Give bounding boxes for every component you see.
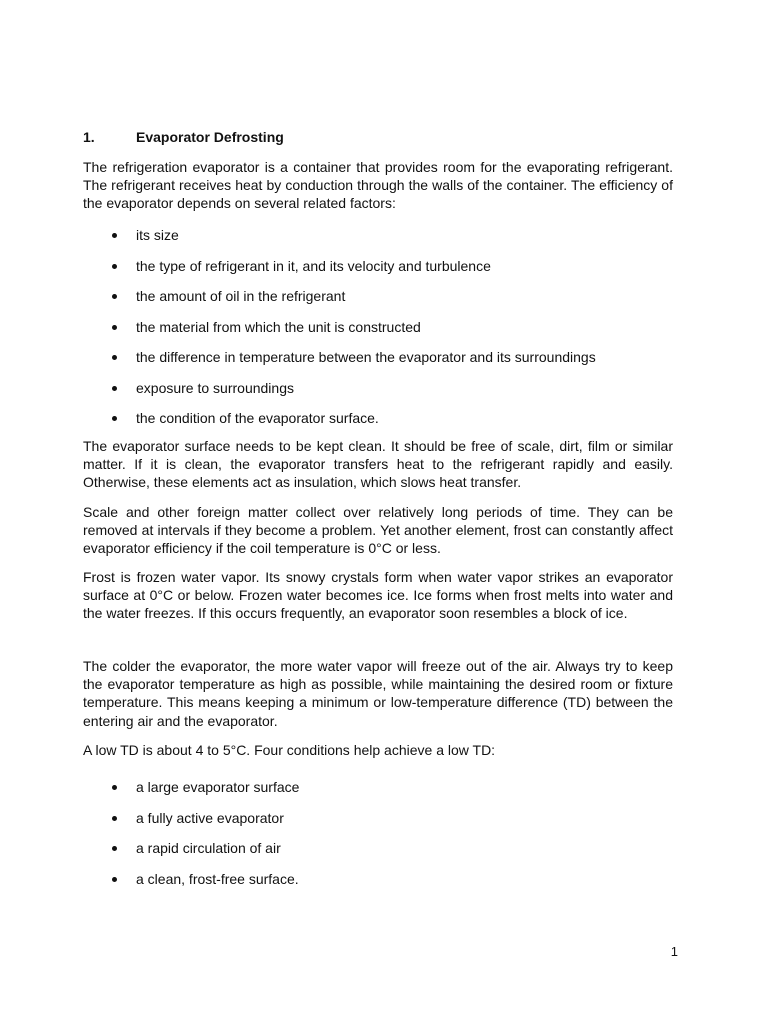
- list-item: a clean, frost-free surface.: [83, 870, 673, 901]
- list-item: the difference in temperature between the evaporator and its surroundings: [83, 348, 673, 379]
- paragraph-intro: The refrigeration evaporator is a container that provides room for the evaporating refrigerant. The refrigerant receives heat by conduction through the walls of the container. The efficiency of the evaporator depends on several related factors:: [83, 159, 673, 212]
- paragraph-colder: The colder the evaporator, the more water vapor will freeze out of the air. Always try to keep the evaporator temperature as high as possible, while maintaining the desired room or fixture temperature. This means keeping a minimum or low-temperature difference (TD) between the entering air and the evaporator.: [83, 658, 673, 729]
- list-item: exposure to surroundings: [83, 379, 673, 410]
- list-item: a large evaporator surface: [83, 778, 673, 809]
- paragraph-scale: Scale and other foreign matter collect over relatively long periods of time. They can be removed at intervals if they become a problem. Yet another element, frost can constantly affect evaporator efficiency if the coil temperature is 0°C or less.: [83, 504, 673, 557]
- paragraph-clean: The evaporator surface needs to be kept clean. It should be free of scale, dirt, film or similar matter. If it is clean, the evaporator transfers heat to the refrigerant rapidly and easily. Otherwise, these elements act as insulation, which slows heat transfer.: [83, 438, 673, 491]
- bullet-icon: [112, 785, 117, 790]
- list-item: the type of refrigerant in it, and its velocity and turbulence: [83, 257, 673, 288]
- bullet-icon: [112, 325, 117, 330]
- bullet-icon: [112, 233, 117, 238]
- list-item: the condition of the evaporator surface.: [83, 409, 673, 440]
- list-item: its size: [83, 226, 673, 257]
- factors-list: [83, 226, 673, 440]
- bullet-icon: [112, 386, 117, 391]
- bullet-icon: [112, 355, 117, 360]
- bullet-icon: [112, 264, 117, 269]
- section-number: 1.: [83, 129, 95, 145]
- list-item: a rapid circulation of air: [83, 839, 673, 870]
- list-item: a fully active evaporator: [83, 809, 673, 840]
- section-heading: [83, 129, 284, 145]
- paragraph-frost: Frost is frozen water vapor. Its snowy crystals form when water vapor strikes an evaporator surface at 0°C or below. Frozen water becomes ice. Ice forms when frost melts into water and the water freezes. If this occurs frequently, an evaporator soon resembles a block of ice.: [83, 569, 673, 622]
- bullet-icon: [112, 877, 117, 882]
- bullet-icon: [112, 416, 117, 421]
- bullet-icon: [112, 846, 117, 851]
- list-item: the amount of oil in the refrigerant: [83, 287, 673, 318]
- paragraph-low-td: A low TD is about 4 to 5°C. Four conditions help achieve a low TD:: [83, 742, 496, 758]
- list-item: the material from which the unit is constructed: [83, 318, 673, 349]
- conditions-list: [83, 778, 673, 900]
- bullet-icon: [112, 816, 117, 821]
- bullet-icon: [112, 294, 117, 299]
- section-title: Evaporator Defrosting: [136, 129, 284, 145]
- page-number: 1: [670, 944, 678, 959]
